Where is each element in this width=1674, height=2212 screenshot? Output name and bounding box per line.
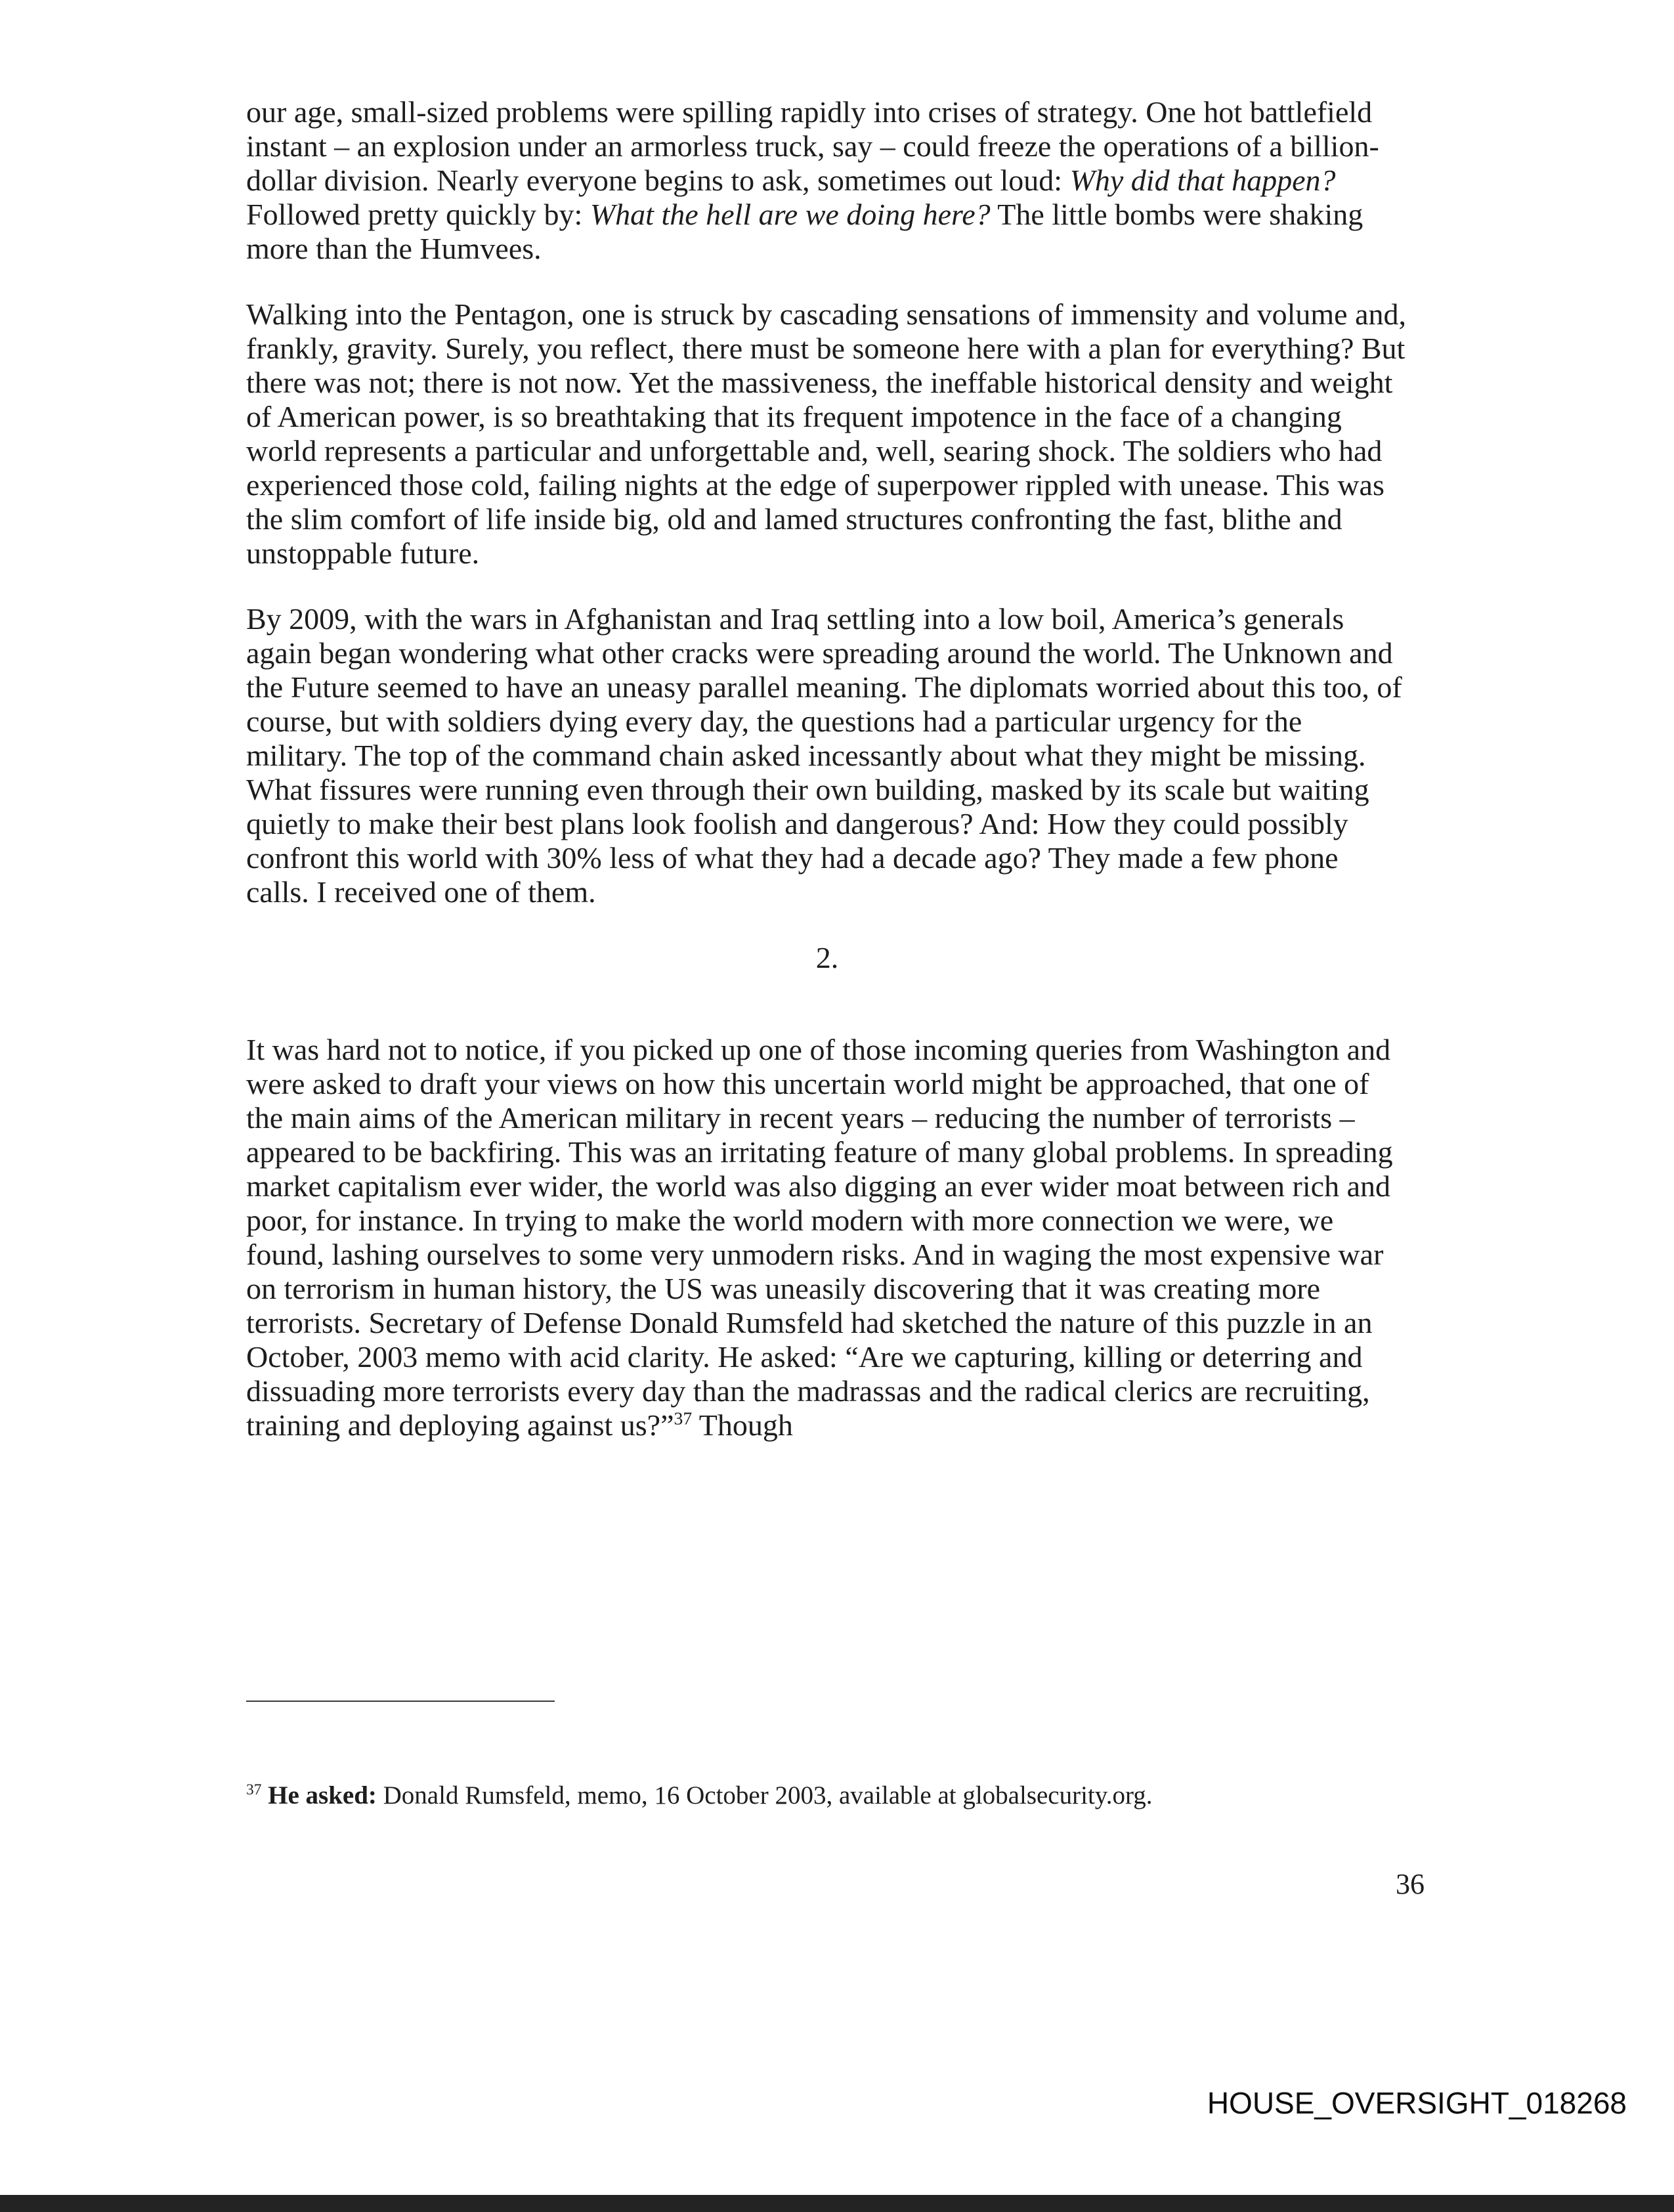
- body-paragraph-3: By 2009, with the wars in Afghanistan and Iraq settling into a low boil, America’s generals again began wondering what other cracks were spreading around the world. The Unknown and the Future seemed to have an uneasy parallel meaning. The diplomats worried about this too, of course, but with soldiers dying every day, the questions had a particular urgency for the military. The top of the command chain asked incessantly about what they might be missing. What fissures were running even through their own building, masked by its scale but waiting quietly to make their best plans look foolish and dangerous? And: How they could possibly confront this world with 30% less of what they had a decade ago? They made a few phone calls. I received one of them.: [246, 602, 1402, 909]
- body-paragraph-4: [246, 1033, 1408, 1442]
- footnote-bold-label: He asked:: [268, 1781, 377, 1810]
- footnote-reference-marker: 37: [674, 1408, 693, 1429]
- paragraph-4-text-2: Though: [692, 1408, 793, 1442]
- paragraph-1-italic-1: Why did that happen?: [1069, 163, 1336, 197]
- footnote: [246, 1779, 1408, 1812]
- footnote-body: Donald Rumsfeld, memo, 16 October 2003, available at globalsecurity.org.: [376, 1781, 1153, 1810]
- paragraph-1-italic-2: What the hell are we doing here?: [590, 198, 991, 231]
- footnote-separator-line: [246, 1701, 555, 1702]
- paragraph-1-text-2: Followed pretty quickly by:: [246, 198, 590, 231]
- bates-stamp-watermark: HOUSE_OVERSIGHT_018268: [1207, 2086, 1627, 2120]
- footnote-number: 37: [246, 1781, 262, 1798]
- footnote-area: [246, 1701, 1408, 1812]
- paragraph-4-text-1: It was hard not to notice, if you picked up one of those incoming queries from Washington and were asked to draft your views on how this uncertain world might be approached, that one of the main aims of the American military in recent years – reducing the number of terrorists – appeared to be backfiring. This was an irritating feature of many global problems. In spreading market capitalism ever wider, the world was also digging an ever wider moat between rich and poor, for instance. In trying to make the world modern with more connection we were, we found, lashing ourselves to some very unmodern risks. And in waging the most expensive war on terrorism in human history, the US was uneasily discovering that it was creating more terrorists. Secretary of Defense Donald Rumsfeld had sketched the nature of this puzzle in an October, 2003 memo with acid clarity. He asked: “Are we capturing, killing or deterring and dissuading more terrorists every day than the madrassas and the radical clerics are recruiting, training and deploying against us?”: [246, 1033, 1393, 1442]
- paragraph-1-text-1: our age, small-sized problems were spilling rapidly into crises of strategy. One hot battlefield instant – an explosion under an armorless truck, say – could freeze the operations of a billion-dollar division. Nearly everyone begins to ask, sometimes out loud:: [246, 95, 1379, 197]
- body-text: [246, 95, 1408, 1474]
- section-number: 2.: [815, 941, 839, 974]
- scan-edge-bar: [0, 2195, 1674, 2212]
- body-paragraph-2: Walking into the Pentagon, one is struck by cascading sensations of immensity and volume and, frankly, gravity. Surely, you reflect, there must be someone here with a plan for everything? But there was not; there is not now. Yet the massiveness, the ineffable historical density and weight of American power, is so breathtaking that its frequent impotence in the face of a changing world represents a particular and unforgettable and, well, searing shock. The soldiers who had experienced those cold, failing nights at the edge of superpower rippled with unease. This was the slim comfort of life inside big, old and lamed structures confronting the fast, blithe and unstoppable future.: [246, 297, 1406, 570]
- body-paragraph-1: [246, 95, 1408, 266]
- page-number: 36: [1396, 1868, 1425, 1900]
- paragraph-1-text-3: The little bombs were shaking more than the Humvees.: [246, 198, 1363, 265]
